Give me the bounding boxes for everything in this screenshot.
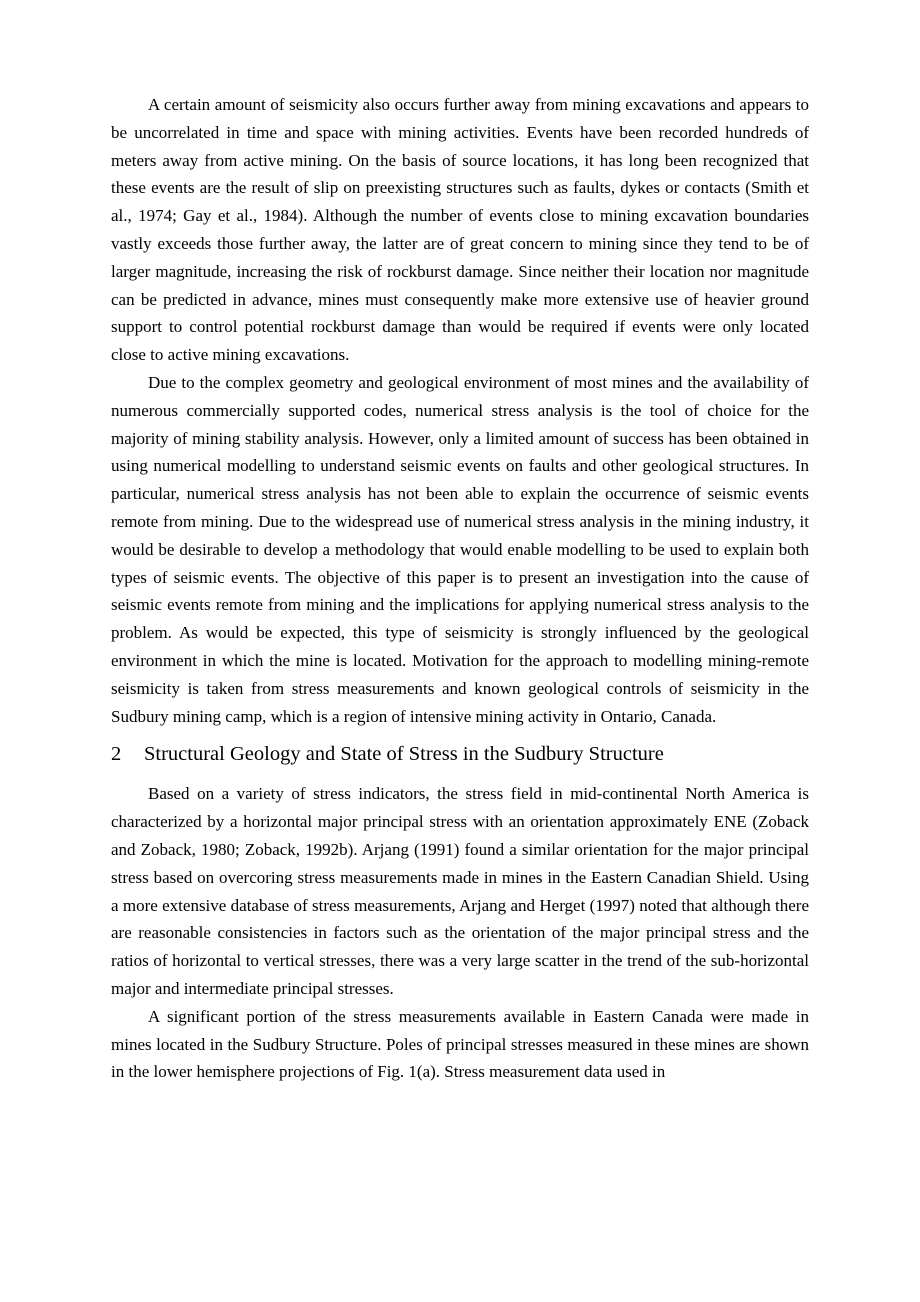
paragraph-sudbury-measurements: A significant portion of the stress measurements available in Eastern Canada were made in mines located in the Sudbury Structure. Poles of principal stresses measured in these mines are shown in the lower hemisphere projections of Fig. 1(a). Stress measurement data used in <box>111 1006 809 1082</box>
section-number: 2 <box>111 743 122 766</box>
section-heading <box>111 740 809 768</box>
document-page <box>111 91 809 1086</box>
paragraph-stress-field: Based on a variety of stress indicators, the stress field in mid-continental North America is characterized by a horizontal major principal stress with an orientation approximately ENE (Zoback and Zoback, 1980; Zoback, 1992b). Arjang (1991) found a similar orientation for the major principal stress based on overcoring stress measurements made in mines in the Eastern Canadian Shield. Using a more extensive database of stress measurements, Arjang and Herget (1997) noted that although there are reasonable consistencies in factors such as the orientation of the major principal stress and the ratios of horizontal to vertical stresses, there was a very large scatter in the trend of the sub-horizontal major and intermediate principal stresses. <box>111 784 809 998</box>
section-title: Structural Geology and State of Stress in the Sudbury Structure <box>144 743 664 766</box>
paragraph-seismicity-remote: A certain amount of seismicity also occurs further away from mining excavations and appears to be uncorrelated in time and space with mining activities. Events have been recorded hundreds of meters away from active mining. On the basis of source locations, it has long been recognized that these events are the result of slip on preexisting structures such as faults, dykes or contacts (Smith et al., 1974; Gay et al., 1984). Although the number of events close to mining excavation boundaries vastly exceeds those further away, the latter are of great concern to mining since they tend to be of larger magnitude, increasing the risk of rockburst damage. Since neither their location nor magnitude can be predicted in advance, mines must consequently make more extensive use of heavier ground support to control potential rockburst damage than would be required if events were only located close to active mining excavations. <box>111 95 809 365</box>
paragraph-numerical-analysis: Due to the complex geometry and geological environment of most mines and the availability of numerous commercially supported codes, numerical stress analysis is the tool of choice for the majority of mining stability analysis. However, only a limited amount of success has been obtained in using numerical modelling to understand seismic events on faults and other geological structures. In particular, numerical stress analysis has not been able to explain the occurrence of seismic events remote from mining. Due to the widespread use of numerical stress analysis in the mining industry, it would be desirable to develop a methodology that would enable modelling to be used to explain both types of seismic events. The objective of this paper is to present an investigation into the cause of seismic events remote from mining and the implications for applying numerical stress analysis to the problem. As would be expected, this type of seismicity is strongly influenced by the geological environment in which the mine is located. Motivation for the approach to modelling mining-remote seismicity is taken from stress measurements and known geological controls of seismicity in the Sudbury mining camp, which is a region of intensive mining activity in Ontario, Canada. <box>111 372 809 726</box>
